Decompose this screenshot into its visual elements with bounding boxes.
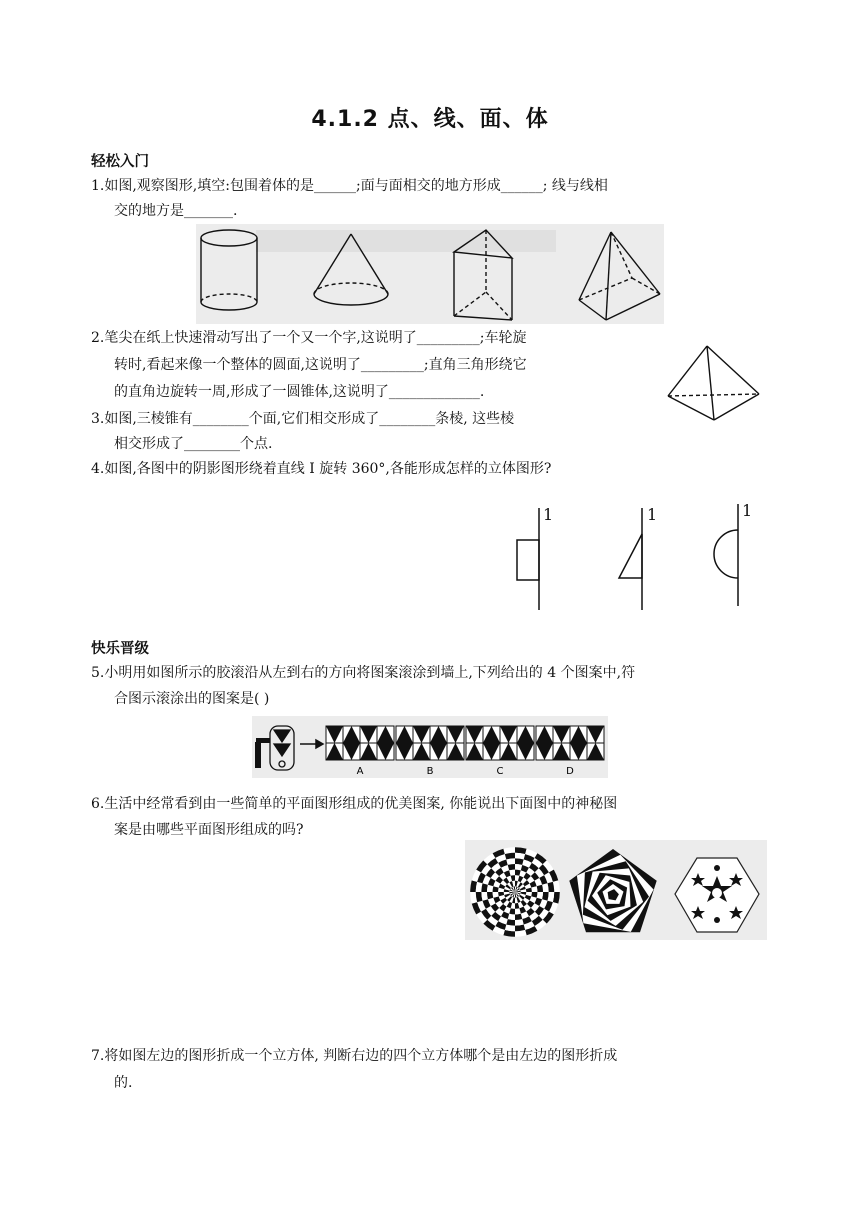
axis-label-1: 1 [543,505,554,524]
q1-line1: 1.如图,观察图形,填空:包围着体的是______;面与面相交的地方形成______; 线与线相 [91,178,608,194]
q3-line2: 相交形成了________个点. [114,436,273,452]
axis-label-2: 1 [647,505,658,524]
q7-line1: 7.将如图左边的图形折成一个立方体, 判断右边的四个立方体哪个是由左边的图形折成 [91,1048,618,1064]
q2-line2: 转时,看起来像一个整体的圆面,这说明了_________;直角三角形绕它 [114,357,527,373]
q5-line2: 合图示滚涂出的图案是( ) [114,691,270,707]
page-title: 4.1.2 点、线、面、体 [311,107,549,132]
right-triangle-shape [619,534,642,578]
roller-pattern-figure [252,716,608,778]
circular-checker-pattern [470,847,560,937]
q3-line1: 3.如图,三棱锥有________个面,它们相交形成了________条棱, 这些棱 [91,411,515,427]
option-label-b: B [426,766,434,777]
semicircle-shape [714,530,738,578]
triangular-pyramid-figure [664,342,764,424]
q5-line1: 5.小明用如图所示的胶滚沿从左到右的方向将图案滚涂到墙上,下列给出的 4 个图案中,符 [91,665,636,681]
q6-line1: 6.生活中经常看到由一些简单的平面图形组成的优美图案, 你能说出下面图中的神秘图 [91,796,618,812]
q4-line1: 4.如图,各图中的阴影图形绕着直线 I 旋转 360°,各能形成怎样的立体图形? [91,461,552,477]
rotation-figures [505,500,775,612]
option-label-a: A [356,766,364,777]
solids-figure [196,224,664,324]
option-label-d: D [566,766,574,777]
option-label-c: C [496,766,504,777]
q6-line2: 案是由哪些平面图形组成的吗? [114,822,304,838]
q2-line1: 2.笔尖在纸上快速滑动写出了一个又一个字,这说明了_________;车轮旋 [91,330,527,346]
section-heading-easy: 轻松入门 [91,154,149,170]
mystery-patterns-figure [465,840,767,940]
axis-label-3: 1 [742,501,753,520]
section-heading-happy: 快乐晋级 [91,641,149,657]
q1-line2: 交的地方是_______. [114,203,238,219]
q2-line3: 的直角边旋转一周,形成了一圆锥体,这说明了_____________. [114,384,485,400]
q7-line2: 的. [114,1075,133,1091]
rectangle-shape [517,540,539,580]
